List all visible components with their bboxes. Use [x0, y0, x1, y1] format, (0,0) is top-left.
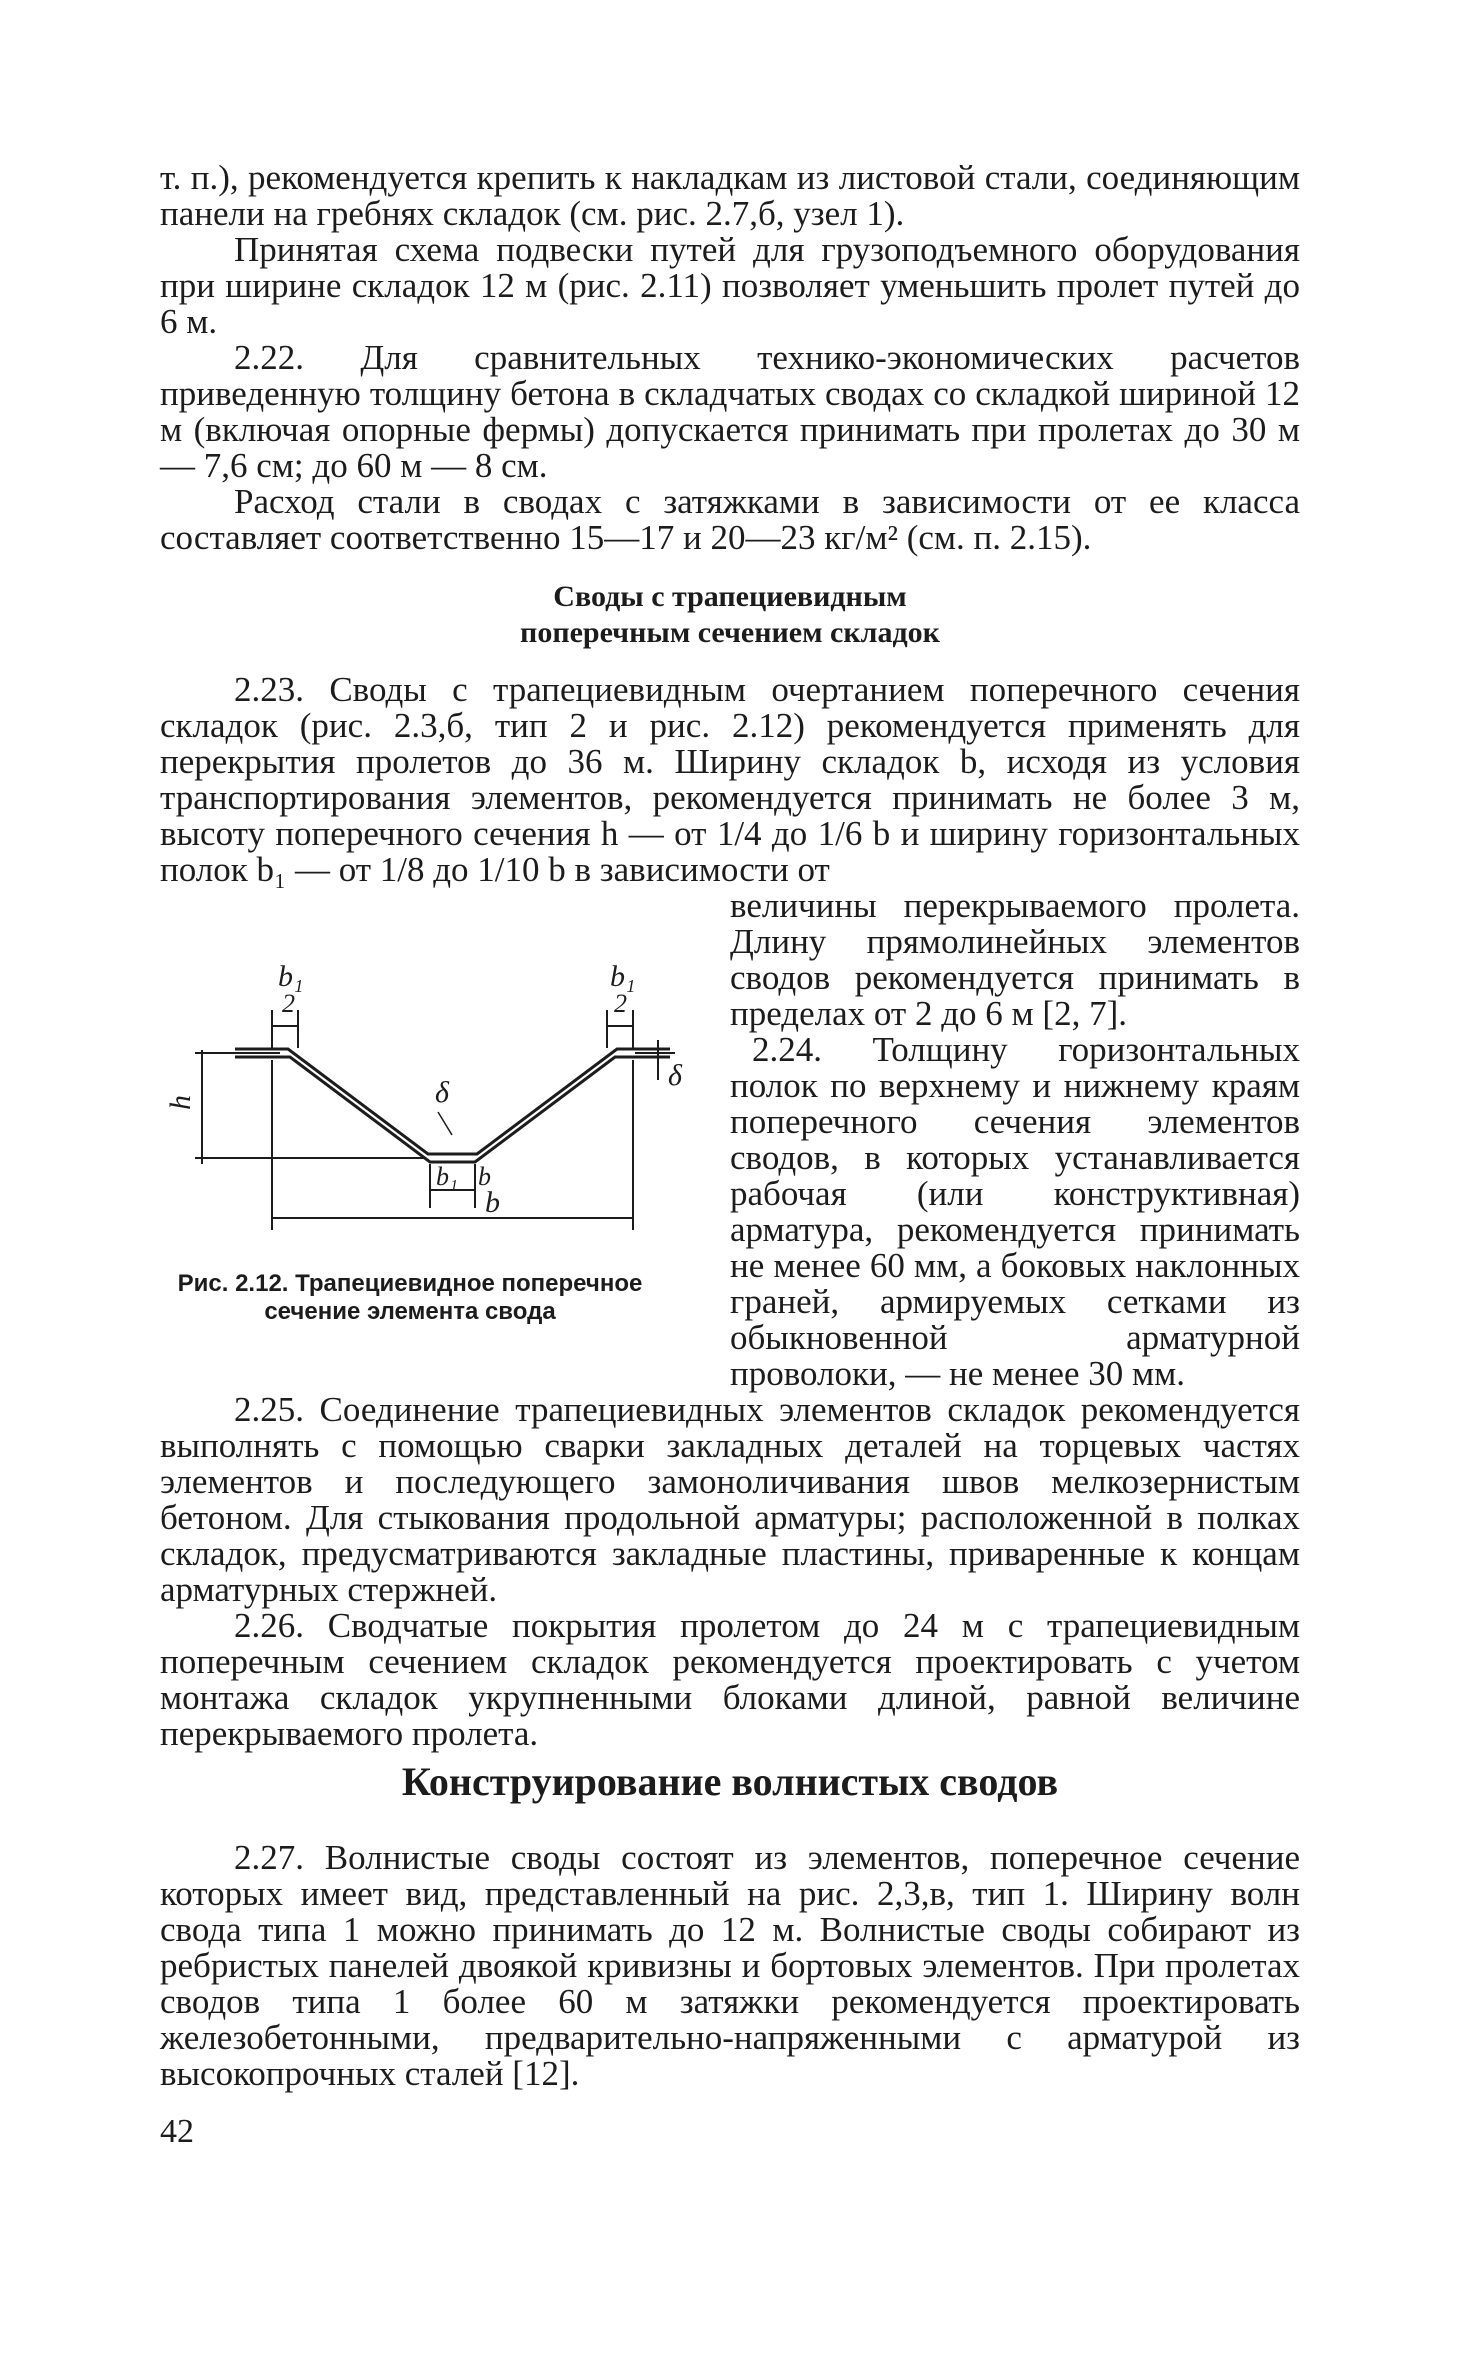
figure-caption: Рис. 2.12. Трапециевидное поперечное сечение элемента свода [177, 1270, 643, 1325]
subheading-line-1: Своды с трапециевидным [553, 580, 907, 613]
section-profile-outer [235, 1057, 670, 1162]
section-heading: Конструирование волнистых сводов [401, 1759, 1059, 1804]
label-b1-bottom: b₁ [436, 1162, 459, 1191]
label-b1-half-left: b₁ [278, 960, 304, 993]
page-number: 42 [160, 2113, 194, 2150]
paragraph-2-23: 2.23. Своды с трапециевидным очертанием поперечного сечения складок (рис. 2.3,б, тип 2 и рис. 2.12) рекомендуется применять для перекрытия пролетов до 36 м. Ширину складок b, исходя из условия транспортирования элементов, рекомендуется принимать не более 3 м, высоту поперечного сечения h — от 1/4 до 1/6 b и ширину горизонтальных полок b₁ — от 1/8 до 1/10 b в зависимости от [160, 670, 1300, 889]
label-b1-half-right: b₁ [610, 960, 636, 993]
label-two-right: 2 [614, 989, 627, 1018]
paragraph-crane-scheme: Принятая схема подвески путей для грузоподъемного оборудования при ширине складок 12 м (рис. 2.11) позволяет уменьшить пролет путей до 6 м. [160, 230, 1300, 341]
label-b-overall: b [485, 1186, 500, 1219]
label-h: h [164, 1095, 197, 1110]
paragraph-2-23-continued: величины перекрываемого пролета. Длину прямолинейных элементов сводов рекомендуется принимать в пределах от 2 до 6 м [2, 7]. [730, 886, 1300, 1033]
trapezoid-section-figure [164, 940, 700, 1240]
paragraph-2-26: 2.26. Сводчатые покрытия пролетом до 24 м с трапециевидным поперечным сечением складок рекомендуется проектировать с учетом монтажа складок укрупненными блоками длиной, равной величине перекрываемого пролета. [160, 1606, 1300, 1753]
paragraph-2-25: 2.25. Соединение трапециевидных элементов складок рекомендуется выполнять с помощью сварки закладных деталей на торцевых частях элементов и последующего замоноличивания швов мелкозернистым бетоном. Для стыкования продольной арматуры; расположенной в полках складок, предусматриваются закладные пластины, приваренные к концам арматурных стержней. [160, 1390, 1300, 1609]
paragraph-2-22: 2.22. Для сравнительных технико-экономических расчетов приведенную толщину бетона в складчатых сводах со складкой шириной 12 м (включая опорные фермы) допускается принимать при пролетах до 30 м — 7,6 см; до 60 м — 8 см. [160, 338, 1300, 485]
paragraph-2-24: 2.24. Толщину горизонтальных полок по верхнему и нижнему краям поперечного сечения элементов сводов, в которых устанавливается рабочая (или конструктивная) арматура, рекомендуется принимать не менее 60 мм, а боковых наклонных граней, армируемых сетками из обыкновенной арматурной проволоки, — не менее 30 мм. [730, 1030, 1300, 1393]
paragraph-continuation: т. п.), рекомендуется крепить к накладкам из листовой стали, соединяющим панели на гребнях складок (см. рис. 2.7,б, узел 1). [160, 158, 1300, 233]
label-two-left: 2 [282, 989, 295, 1018]
label-delta-slope: δ [435, 1076, 449, 1109]
label-b-inner: b [478, 1162, 491, 1191]
subheading-line-2: поперечным сечением складок [520, 616, 940, 649]
paragraph-steel-consumption: Расход стали в сводах с затяжками в зависимости от ее класса составляет соответственно 15—17 и 20—23 кг/м² (см. п. 2.15). [160, 482, 1300, 557]
label-delta-right: δ [668, 1059, 682, 1092]
paragraph-2-27: 2.27. Волнистые своды состоят из элементов, поперечное сечение которых имеет вид, представленный на рис. 2,3,в, тип 1. Ширину волн свода типа 1 можно принимать до 12 м. Волнистые своды собирают из ребристых панелей двоякой кривизны и бортовых элементов. При пролетах сводов типа 1 более 60 м затяжки рекомендуется проектировать железобетонными, предварительно-напряженными с арматурой из высокопрочных сталей [12]. [160, 1838, 1300, 2093]
